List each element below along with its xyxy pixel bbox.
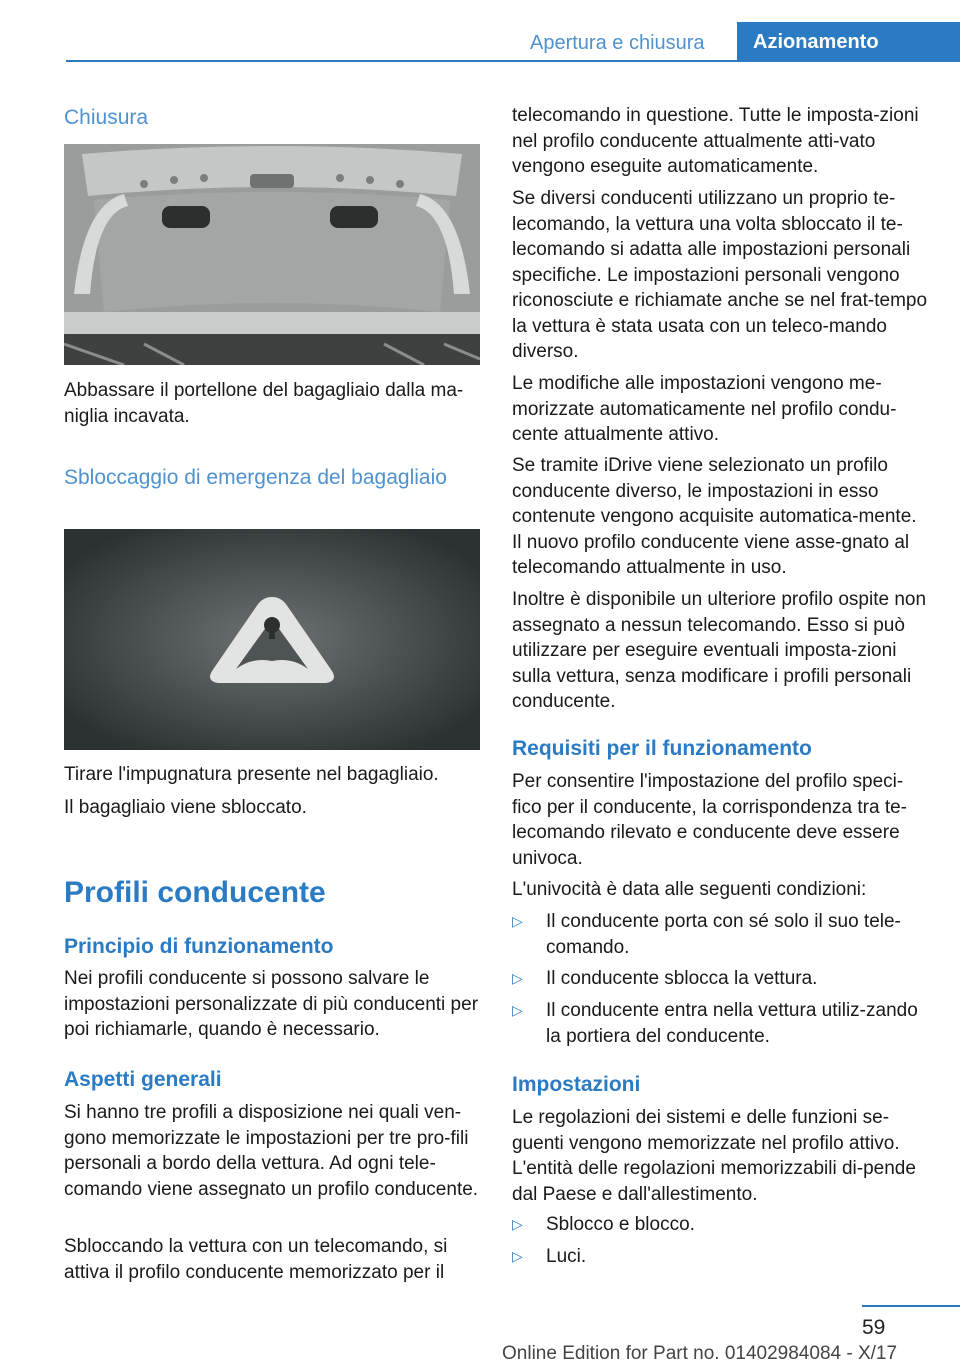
heading-aspetti-generali: Aspetti generali — [64, 1068, 222, 1091]
bullet-requisiti-2: Il conducente sblocca la vettura. — [546, 968, 818, 989]
para-aspetti-2: Sbloccando la vettura con un telecomando, si attiva il profilo conducente memorizzato per il — [64, 1236, 448, 1283]
bullet-triangle-icon: ▷ — [512, 913, 523, 929]
bullet-triangle-icon: ▷ — [512, 1216, 523, 1232]
para-right-1: telecomando in questione. Tutte le imposta-zioni nel profilo conducente attualmente atti-vato vengono eseguite automaticamente. — [512, 105, 919, 177]
footer-edition: Online Edition for Part no. 01402984084 - X/17 — [502, 1343, 898, 1364]
para-requisiti-1: Per consentire l'impostazione del profilo speci-fico per il conducente, la corrispondenza tra te-lecomando rilevato e conducente deve essere univoca. — [512, 771, 907, 869]
para-requisiti-2: L'univocità è data alle seguenti condizioni: — [512, 879, 867, 900]
emergency-release-image — [64, 529, 480, 750]
para-impostazioni: Le regolazioni dei sistemi e delle funzioni se-guenti vengono memorizzate nel profilo attivo. L'entità delle regolazioni memorizzabili di-pende dal Paese e dall'allestimento. — [512, 1107, 916, 1205]
header-section-title: Apertura e chiusura — [530, 32, 705, 54]
para-right-2: Se diversi conducenti utilizzano un proprio te-lecomando, la vettura una volta sbloccato il te-lecomando si adatta alle impostazioni personali specifiche. Le impostazioni personali vengono riconosciute e richiamate anche se nel frat-tempo la vettura è stata usata con un teleco-mando diverso. — [512, 188, 928, 362]
header-rule — [66, 60, 960, 62]
para-emergenza-2: Il bagagliaio viene sbloccato. — [64, 797, 307, 818]
bullet-impostazioni-2: Luci. — [546, 1246, 587, 1267]
trunk-lid-illustration — [64, 144, 480, 365]
bullet-triangle-icon: ▷ — [512, 1002, 523, 1018]
trunk-lid-image — [64, 144, 480, 365]
emergency-release-illustration — [64, 529, 480, 750]
bullet-triangle-icon: ▷ — [512, 970, 523, 986]
list-item — [512, 909, 928, 960]
para-principio: Nei profili conducente si possono salvare le impostazioni personalizzate di più conducenti per poi richiamarle, quando è necessario. — [64, 968, 479, 1040]
heading-requisiti: Requisiti per il funzionamento — [512, 737, 812, 760]
heading-impostazioni: Impostazioni — [512, 1073, 641, 1096]
para-right-4: Se tramite iDrive viene selezionato un profilo conducente diverso, le impostazioni in esso contenute vengono acquisite automatica-mente. Il nuovo profilo conducente viene asse-gnato al telecomando attualmente in uso. — [512, 455, 917, 578]
list-item — [512, 1244, 928, 1270]
para-right-3: Le modifiche alle impostazioni vengono me-morizzate automaticamente nel profilo condu-cente attualmente attivo. — [512, 373, 897, 445]
para-emergenza-1: Tirare l'impugnatura presente nel bagagliaio. — [64, 764, 439, 785]
heading-principio: Principio di funzionamento — [64, 935, 334, 958]
bullet-requisiti-1: Il conducente porta con sé solo il suo tele-comando. — [546, 911, 901, 958]
para-chiusura: Abbassare il portellone del bagagliaio dalla ma-niglia incavata. — [64, 380, 464, 427]
list-item — [512, 1212, 928, 1238]
list-item — [512, 966, 928, 992]
footer-rule — [862, 1305, 960, 1307]
header-chapter-tab: Azionamento — [737, 22, 960, 62]
para-aspetti-1: Si hanno tre profili a disposizione nei quali ven-gono memorizzate le impostazioni per tre pro-fili personali a bordo della vettura. Ad ogni tele-comando viene assegnato un profilo conducente. — [64, 1102, 479, 1200]
heading-sbloccaggio-emergenza: Sbloccaggio di emergenza del bagagliaio — [64, 466, 447, 489]
bullet-triangle-icon: ▷ — [512, 1248, 523, 1264]
list-item — [512, 998, 928, 1049]
para-right-5: Inoltre è disponibile un ulteriore profilo ospite non assegnato a nessun telecomando. Esso si può utilizzare per eseguire eventuali imposta-zioni sulla vettura, senza modificare i profili personali conducente. — [512, 589, 927, 712]
heading-profili-conducente: Profili conducente — [64, 876, 326, 909]
bullet-impostazioni-1: Sblocco e blocco. — [546, 1214, 695, 1235]
page-number: 59 — [862, 1316, 886, 1339]
bullet-requisiti-3: Il conducente entra nella vettura utiliz-zando la portiera del conducente. — [546, 1000, 918, 1047]
heading-chiusura: Chiusura — [64, 106, 149, 129]
